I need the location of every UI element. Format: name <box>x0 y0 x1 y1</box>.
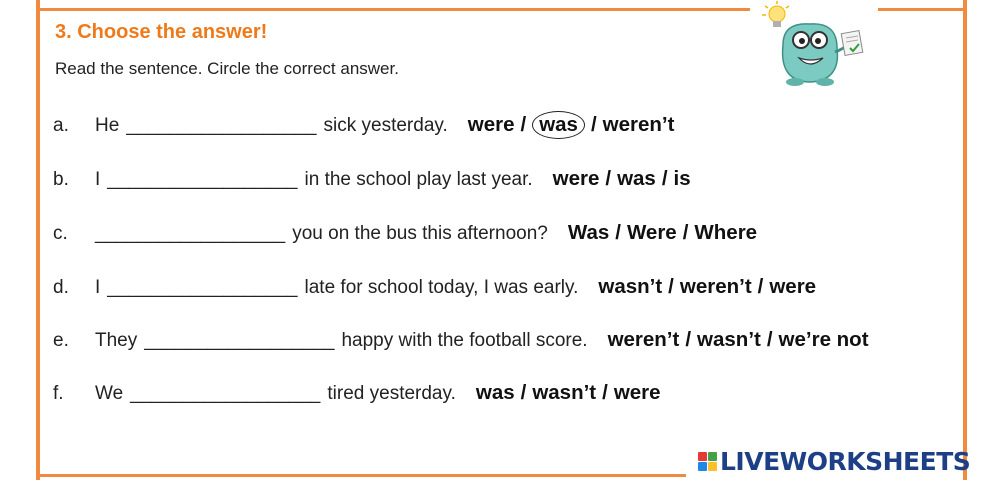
question-letter: f. <box>53 383 64 404</box>
option-separator: / <box>520 113 527 136</box>
answer-option[interactable]: weren’t <box>607 328 680 351</box>
answer-option[interactable]: weren’t <box>602 113 675 136</box>
answer-option[interactable]: wasn’t <box>532 381 597 404</box>
question-letter: e. <box>53 330 69 351</box>
question-row <box>53 275 973 305</box>
question-letter: b. <box>53 169 69 190</box>
answer-options <box>468 113 675 137</box>
option-separator: / <box>661 167 668 190</box>
answer-option[interactable]: is <box>673 167 691 190</box>
answer-options <box>598 275 816 299</box>
answer-option[interactable]: were <box>613 381 661 404</box>
sentence-end: you on the bus this afternoon? <box>292 223 548 244</box>
question-row <box>53 328 973 358</box>
question-letter: d. <box>53 277 69 298</box>
answer-options <box>553 167 691 191</box>
answer-options <box>568 221 757 245</box>
option-separator: / <box>685 328 692 351</box>
exercise-instruction: Read the sentence. Circle the correct answer. <box>55 59 399 78</box>
option-separator: / <box>590 113 597 136</box>
logo-mark-icon <box>698 452 717 471</box>
answer-option[interactable]: weren’t <box>679 275 752 298</box>
option-separator: / <box>668 275 674 298</box>
question-row <box>53 381 973 411</box>
question-row <box>53 167 973 197</box>
sentence-start: We <box>95 383 124 404</box>
answer-options <box>476 381 661 405</box>
frame-bottom-border <box>36 474 686 477</box>
answer-blank[interactable]: __________________ <box>107 277 298 298</box>
answer-blank[interactable]: __________________ <box>95 223 286 244</box>
frame-top-border <box>36 8 750 11</box>
answer-options <box>608 328 869 352</box>
question-row <box>53 113 973 143</box>
option-separator: / <box>605 167 612 190</box>
answer-option[interactable]: wasn’t <box>697 328 761 351</box>
option-separator: / <box>766 328 773 351</box>
frame-left-border <box>36 0 40 480</box>
sentence-end: tired yesterday. <box>327 383 456 404</box>
sentence-end: in the school play last year. <box>304 169 533 190</box>
answer-option[interactable]: were <box>467 113 515 136</box>
option-separator: / <box>682 221 689 244</box>
sentence-start: He <box>95 115 120 136</box>
answer-blank[interactable]: __________________ <box>130 383 321 404</box>
answer-option[interactable]: was <box>617 167 656 190</box>
answer-option[interactable]: we’re not <box>778 328 869 351</box>
answer-option[interactable]: Were <box>626 221 677 244</box>
question-row <box>53 221 973 251</box>
sentence-end: late for school today, I was early. <box>304 277 579 298</box>
sentence-end: sick yesterday. <box>323 115 448 136</box>
exercise-title: 3. Choose the answer! <box>55 21 268 43</box>
option-separator: / <box>615 221 621 244</box>
answer-option[interactable]: Where <box>694 221 758 244</box>
answer-option[interactable]: were <box>769 275 817 298</box>
option-separator: / <box>520 381 527 404</box>
answer-option[interactable]: Was <box>567 221 610 244</box>
option-separator: / <box>757 275 764 298</box>
sentence-end: happy with the football score. <box>341 330 588 351</box>
answer-blank[interactable]: __________________ <box>144 330 335 351</box>
sentence-start: I <box>95 277 101 298</box>
answer-option[interactable]: was <box>475 381 515 404</box>
answer-blank[interactable]: __________________ <box>126 115 317 136</box>
question-letter: c. <box>53 223 68 244</box>
answer-option[interactable]: wasn’t <box>598 275 663 298</box>
answer-blank[interactable]: __________________ <box>107 169 298 190</box>
answer-option[interactable]: was <box>532 111 585 139</box>
mascot-icon <box>755 0 875 95</box>
question-letter: a. <box>53 115 69 136</box>
liveworksheets-logo <box>698 446 970 476</box>
answer-option[interactable]: were <box>552 167 600 190</box>
sentence-start: I <box>95 169 101 190</box>
logo-text: LIVEWORKSHEETS <box>720 446 971 476</box>
sentence-start: They <box>95 330 138 351</box>
frame-top-border-right <box>878 8 967 11</box>
option-separator: / <box>602 381 608 404</box>
